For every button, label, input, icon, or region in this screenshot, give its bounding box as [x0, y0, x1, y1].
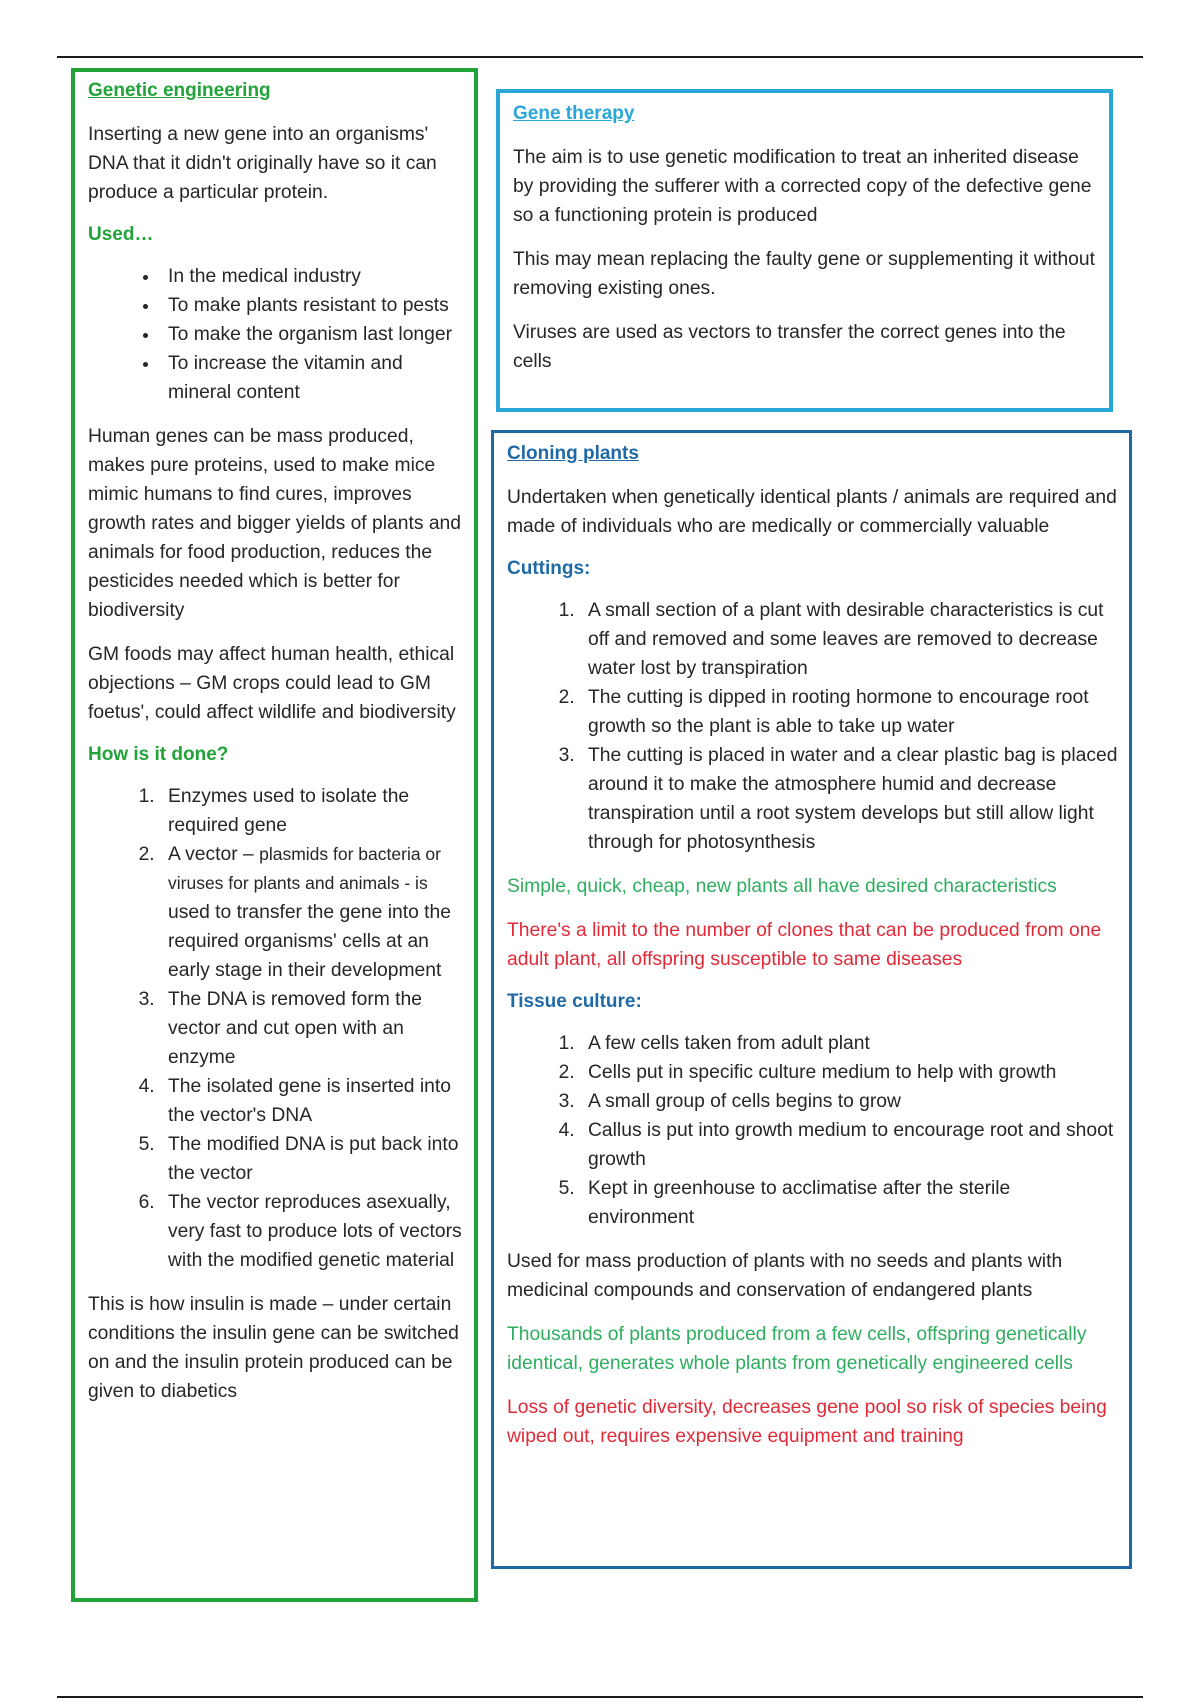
list-item: 3. The DNA is removed form the vector and cut open with an enzyme	[160, 985, 462, 1072]
tissue-heading: Tissue culture:	[507, 991, 642, 1012]
cuttings-pros: Simple, quick, cheap, new plants all have desired characteristics	[507, 876, 1057, 897]
step-small-text: plasmids for bacteria or viruses for plants and animals - is	[168, 844, 441, 893]
bottom-rule	[57, 1696, 1143, 1698]
uses-list	[88, 262, 462, 407]
gene-therapy-aim: The aim is to use genetic modification to treat an inherited disease by providing the sufferer with a corrected copy of the defective gene so a functioning protein is produced	[513, 147, 1092, 226]
tissue-uses: Used for mass production of plants with no seeds and plants with medicinal compounds and conservation of endangered plants	[507, 1251, 1063, 1301]
gene-therapy-title: Gene therapy	[513, 103, 635, 124]
step-text: A vector –	[168, 844, 260, 865]
gene-therapy-box	[496, 89, 1113, 412]
cuttings-heading: Cuttings:	[507, 558, 591, 579]
list-item: 5. The modified DNA is put back into the vector	[160, 1130, 462, 1188]
top-rule	[57, 56, 1143, 58]
gene-therapy-replace: This may mean replacing the faulty gene or supplementing it without removing existing ones.	[513, 249, 1095, 299]
tissue-pros: Thousands of plants produced from a few cells, offspring genetically identical, generates whole plants from genetically engineered cells	[507, 1324, 1087, 1374]
list-item	[160, 840, 462, 985]
list-item: • To make plants resistant to pests	[160, 291, 462, 320]
steps-list	[88, 782, 462, 1275]
list-item: 4. Callus is put into growth medium to encourage root and shoot growth	[580, 1116, 1119, 1174]
gene-therapy-viruses: Viruses are used as vectors to transfer the correct genes into the cells	[513, 322, 1066, 372]
cuttings-cons: There's a limit to the number of clones that can be produced from one adult plant, all offspring susceptible to same diseases	[507, 920, 1102, 970]
list-item: 3. A small group of cells begins to grow	[580, 1087, 1119, 1116]
cloning-plants-box	[491, 430, 1132, 1569]
list-item: 4. The isolated gene is inserted into the vector's DNA	[160, 1072, 462, 1130]
list-item: 6. The vector reproduces asexually, very fast to produce lots of vectors with the modified genetic material	[160, 1188, 462, 1275]
list-item: 2. Cells put in specific culture medium to help with growth	[580, 1058, 1119, 1087]
list-item: 2. The cutting is dipped in rooting hormone to encourage root growth so the plant is able to take up water	[580, 683, 1119, 741]
insulin-paragraph: This is how insulin is made – under certain conditions the insulin gene can be switched on and the insulin protein produced can be given to diabetics	[88, 1294, 459, 1402]
list-item: 3. The cutting is placed in water and a clear plastic bag is placed around it to make the atmosphere humid and decrease transpiration until a root system develops but still allow light through for photosynthesis	[580, 741, 1119, 857]
list-item: • To make the organism last longer	[160, 320, 462, 349]
used-heading: Used…	[88, 224, 154, 245]
benefits-paragraph: Human genes can be mass produced, makes pure proteins, used to make mice mimic humans to find cures, improves growth rates and bigger yields of plants and animals for food production, reduces the pesticides needed which is better for biodiversity	[88, 426, 461, 621]
genetic-engineering-definition: Inserting a new gene into an organisms' DNA that it didn't originally have so it can produce a particular protein.	[88, 124, 437, 203]
concerns-paragraph: GM foods may affect human health, ethical objections – GM crops could lead to GM foetus', could affect wildlife and biodiversity	[88, 644, 456, 723]
list-item: 1. Enzymes used to isolate the required gene	[160, 782, 462, 840]
cloning-intro: Undertaken when genetically identical plants / animals are required and made of individuals who are medically or commercially valuable	[507, 487, 1117, 537]
list-item: 5. Kept in greenhouse to acclimatise after the sterile environment	[580, 1174, 1119, 1232]
list-item: • To increase the vitamin and mineral content	[160, 349, 462, 407]
cloning-plants-title: Cloning plants	[507, 443, 639, 464]
list-item: 1. A few cells taken from adult plant	[580, 1029, 1119, 1058]
how-heading: How is it done?	[88, 744, 229, 765]
cuttings-list	[507, 596, 1119, 857]
list-item: • In the medical industry	[160, 262, 462, 291]
tissue-list	[507, 1029, 1119, 1232]
genetic-engineering-box	[71, 68, 478, 1602]
tissue-cons: Loss of genetic diversity, decreases gene pool so risk of species being wiped out, requires expensive equipment and training	[507, 1397, 1107, 1447]
list-item: 1. A small section of a plant with desirable characteristics is cut off and removed and some leaves are removed to decrease water lost by transpiration	[580, 596, 1119, 683]
genetic-engineering-title: Genetic engineering	[88, 80, 271, 101]
step-text: used to transfer the gene into the required organisms' cells at an early stage in their development	[168, 902, 451, 981]
